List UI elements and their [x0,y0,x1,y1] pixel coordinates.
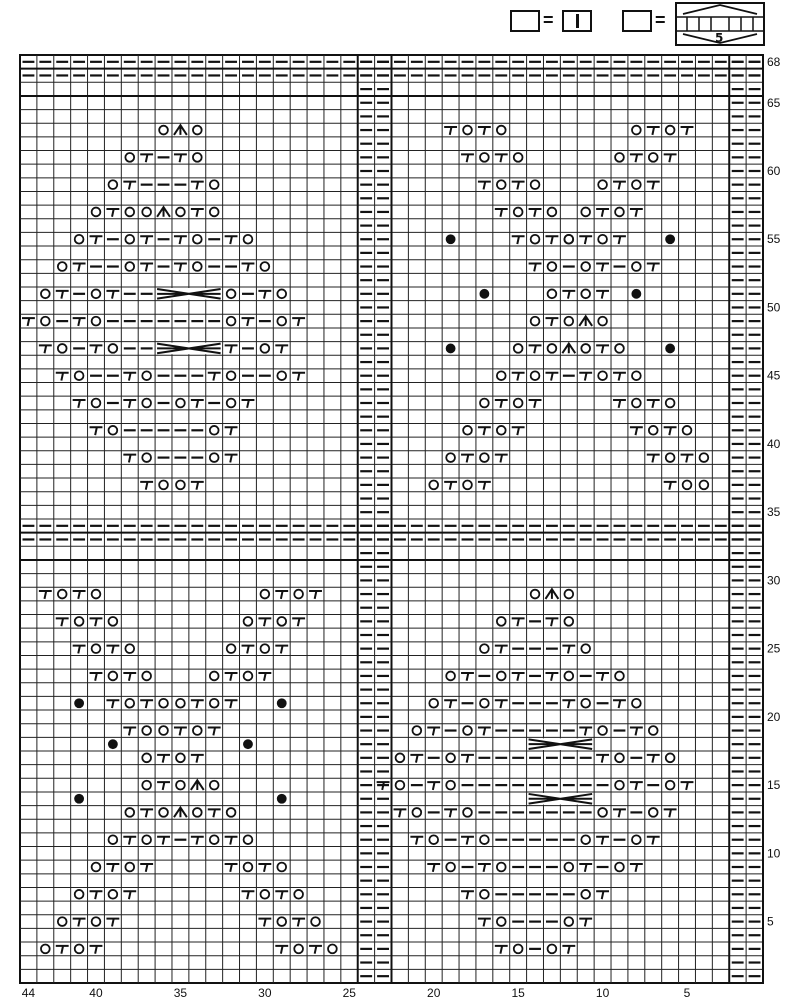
row-label: 15 [767,778,781,793]
bobble [479,289,489,299]
bobble [277,698,287,708]
col-label: 10 [595,986,610,1000]
bobble [665,343,675,353]
bobble [74,794,84,804]
row-label: 30 [767,573,781,588]
row-label: 10 [767,846,781,861]
col-label: 20 [427,986,441,1000]
row-label: 20 [767,709,781,724]
row-label: 65 [767,95,781,110]
cable-cross [156,288,222,300]
col-label: 30 [258,986,272,1000]
col-label: 5 [683,986,691,1000]
col-label: 40 [89,986,103,1000]
row-label: 60 [767,164,781,178]
bobble [446,343,456,353]
col-label: 44 [21,986,36,1000]
legend-cable-number: 5 [715,31,724,45]
bobble [74,698,84,708]
row-label: 5 [767,914,774,929]
bobble [631,289,641,299]
row-label: 55 [767,232,781,247]
legend-equals-2: = [655,10,666,30]
bobble [277,794,287,804]
row-label: 68 [767,54,781,69]
col-label: 35 [173,986,188,1000]
row-label: 25 [767,641,781,656]
row-label: 35 [767,505,781,520]
bobble [108,739,118,749]
row-label: 50 [767,300,781,315]
cable-cross [156,343,222,355]
row-label: 45 [767,368,781,383]
row-label: 40 [767,436,781,451]
col-label: 15 [511,986,525,1000]
cable-cross [528,738,594,750]
bobble [446,234,456,244]
bobble [243,739,253,749]
cable-cross [528,793,594,805]
bobble [665,234,675,244]
col-label: 25 [342,986,356,1000]
legend-equals-1: = [543,10,554,30]
